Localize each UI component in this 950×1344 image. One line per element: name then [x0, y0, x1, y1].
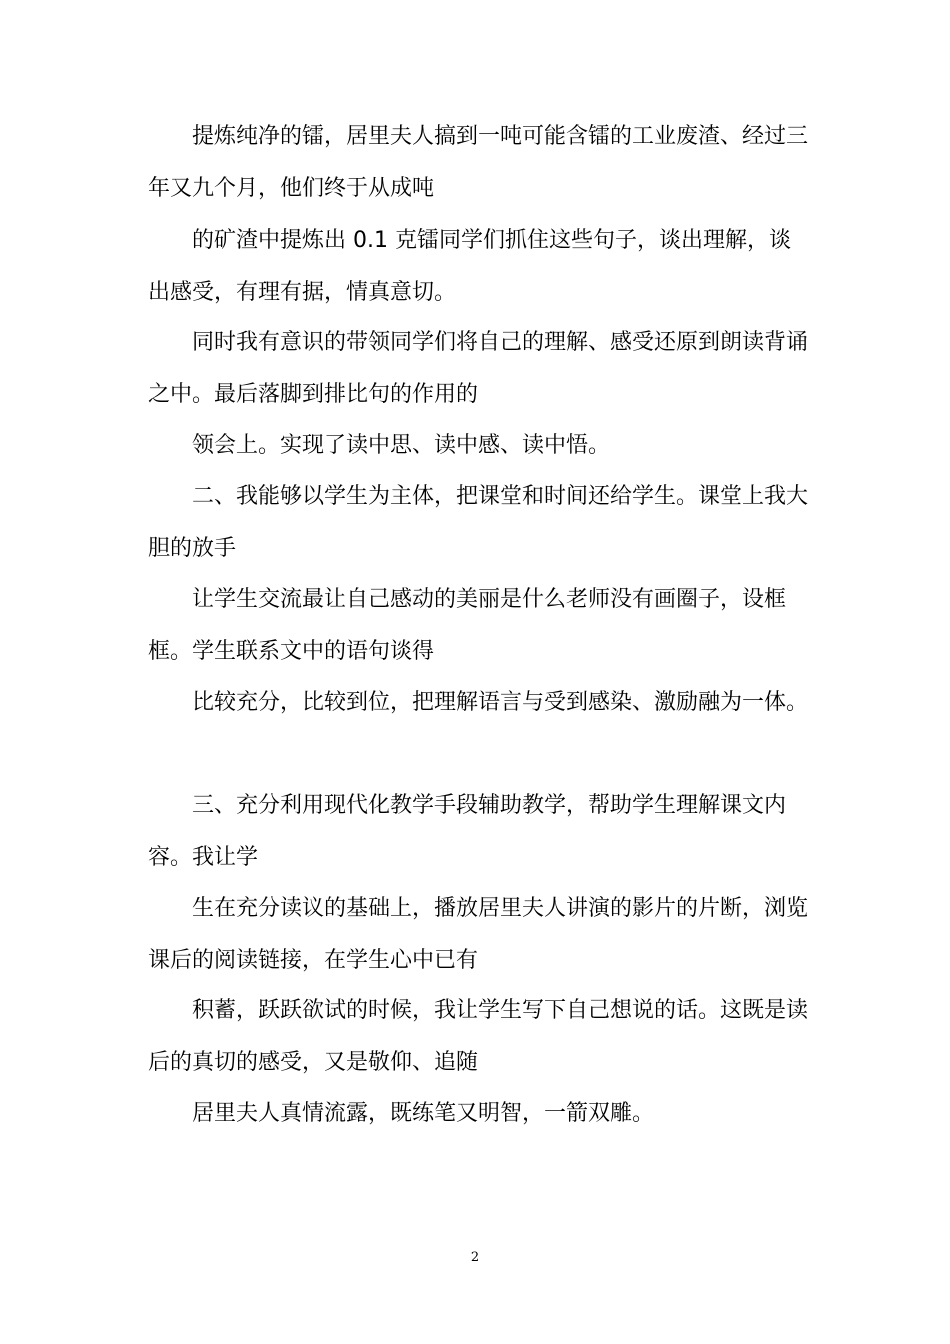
paragraph-5: 二、我能够以学生为主体，把课堂和时间还给学生。课堂上我大胆的放手 [148, 484, 809, 561]
paragraph-6: 让学生交流最让自己感动的美丽是什么老师没有画圈子，设框框。学生联系文中的语句谈得 [148, 587, 787, 664]
paragraph-3: 同时我有意识的带领同学们将自己的理解、感受还原到朗读背诵之中。最后落脚到排比句的作用的 [148, 330, 809, 407]
paragraph-8: 三、充分利用现代化教学手段辅助教学，帮助学生理解课文内容。我让学 [148, 793, 787, 870]
paragraph-9: 生在充分读议的基础上，播放居里夫人讲演的影片的片断，浏览课后的阅读链接，在学生心中已有 [148, 896, 809, 973]
page-number: 2 [470, 1250, 480, 1265]
paragraph-11: 居里夫人真情流露，既练笔又明智，一箭双雕。 [192, 1101, 655, 1126]
paragraph-2: 的矿渣中提炼出 0.1 克镭同学们抓住这些句子，谈出理解，谈出感受，有理有据，情真意切。 [148, 228, 791, 305]
paragraph-10: 积蓄，跃跃欲试的时候，我让学生写下自己想说的话。这既是读后的真切的感受，又是敬仰、追随 [148, 998, 809, 1075]
paragraph-7: 比较充分，比较到位，把理解语言与受到感染、激励融为一体。 [192, 690, 809, 715]
paragraph-1: 提炼纯净的镭，居里夫人搞到一吨可能含镭的工业废渣、经过三年又九个月，他们终于从成吨 [148, 124, 809, 201]
paragraph-4: 领会上。实现了读中思、读中感、读中悟。 [192, 433, 611, 458]
